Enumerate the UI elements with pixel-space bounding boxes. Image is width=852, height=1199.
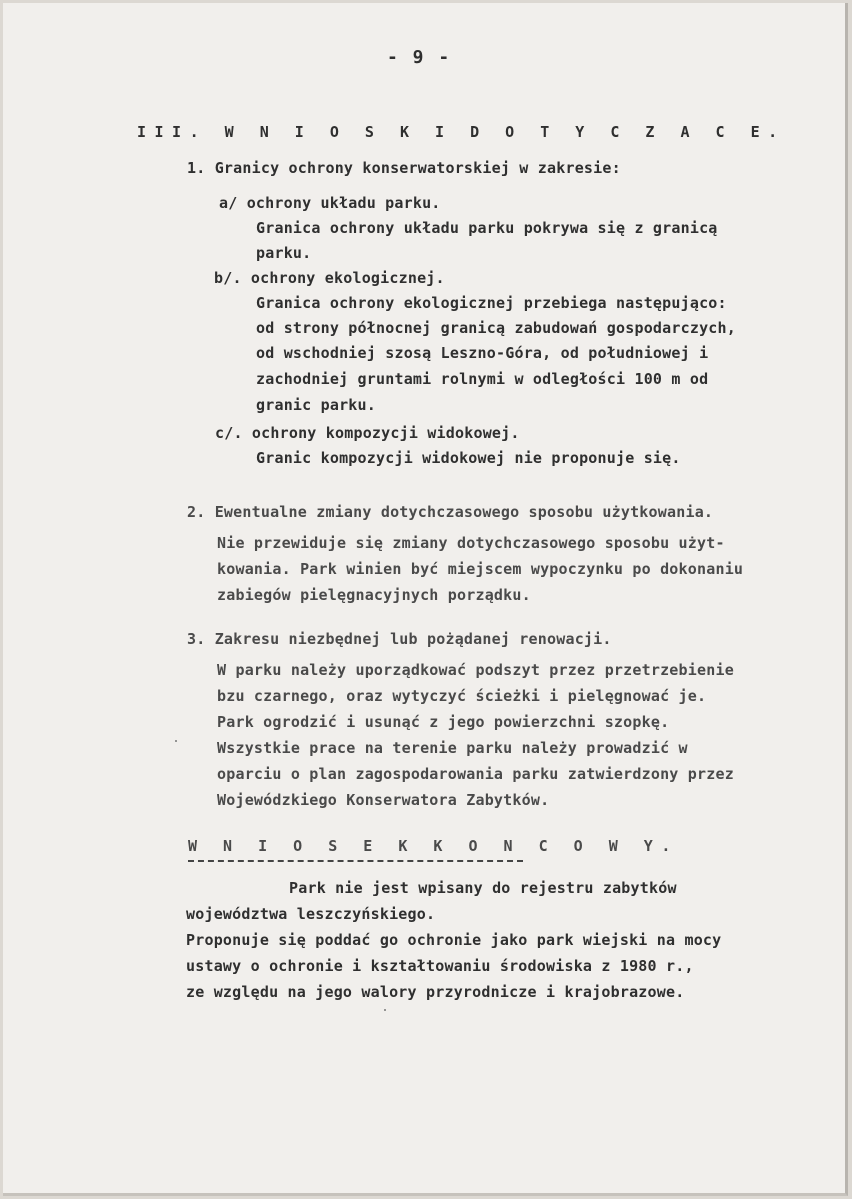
- title-underline: [188, 860, 523, 862]
- item3-heading: 3. Zakresu niezbędnej lub pożądanej renowacji.: [187, 630, 612, 648]
- final-text-line: ustawy o ochronie i kształtowaniu środowiska z 1980 r.,: [186, 957, 694, 975]
- item2-text-line: zabiegów pielęgnacyjnych porządku.: [217, 586, 531, 604]
- item1-heading: 1. Granicy ochrony konserwatorskiej w zakresie:: [187, 159, 621, 177]
- item1-b-text-line: granic parku.: [256, 396, 376, 414]
- item2-heading: 2. Ewentualne zmiany dotychczasowego sposobu użytkowania.: [187, 503, 714, 521]
- scan-speck: [175, 740, 177, 742]
- item3-text-line: W parku należy uporządkować podszyt przez przetrzebienie: [217, 661, 734, 679]
- item1-b-label: b/. ochrony ekologicznej.: [214, 269, 445, 287]
- item3-text-line: bzu czarnego, oraz wytyczyć ścieżki i pielęgnować je.: [217, 687, 707, 705]
- item3-text-line: Park ogrodzić i usunąć z jego powierzchni szopkę.: [217, 713, 670, 731]
- item1-a-text-line: Granica ochrony układu parku pokrywa się z granicą: [256, 219, 718, 237]
- item3-text-line: oparciu o plan zagospodarowania parku zatwierdzony przez: [217, 765, 734, 783]
- final-title: W N I O S E K K O N C O W Y.: [188, 837, 679, 855]
- final-text-line: Proponuje się poddać go ochronie jako park wiejski na mocy: [186, 931, 722, 949]
- item1-a-label: a/ ochrony układu parku.: [219, 194, 441, 212]
- final-text-line: ze względu na jego walory przyrodnicze i krajobrazowe.: [186, 983, 685, 1001]
- item1-c-text-line: Granic kompozycji widokowej nie proponuje się.: [256, 449, 681, 467]
- item2-text-line: Nie przewiduje się zmiany dotychczasowego sposobu użyt-: [217, 534, 725, 552]
- item2-text-line: kowania. Park winien być miejscem wypoczynku po dokonaniu: [217, 560, 744, 578]
- item1-b-text-line: od wschodniej szosą Leszno-Góra, od południowej i: [256, 344, 709, 362]
- item1-b-text-line: od strony północnej granicą zabudowań gospodarczych,: [256, 319, 736, 337]
- section-title: III. W N I O S K I D O T Y C Z A C E.: [137, 123, 786, 141]
- item3-text-line: Wojewódzkiego Konserwatora Zabytków.: [217, 791, 550, 809]
- item1-a-text-line: parku.: [256, 244, 312, 262]
- item1-b-text-line: Granica ochrony ekologicznej przebiega następująco:: [256, 294, 727, 312]
- item1-b-text-line: zachodniej gruntami rolnymi w odległości 100 m od: [256, 370, 709, 388]
- item1-c-label: c/. ochrony kompozycji widokowej.: [215, 424, 520, 442]
- final-text-line: Park nie jest wpisany do rejestru zabytków: [289, 879, 677, 897]
- item3-text-line: Wszystkie prace na terenie parku należy prowadzić w: [217, 739, 688, 757]
- final-text-line: województwa leszczyńskiego.: [186, 905, 436, 923]
- document-page: [3, 3, 848, 1196]
- page-number: - 9 -: [387, 47, 452, 68]
- scan-speck: [384, 1009, 386, 1011]
